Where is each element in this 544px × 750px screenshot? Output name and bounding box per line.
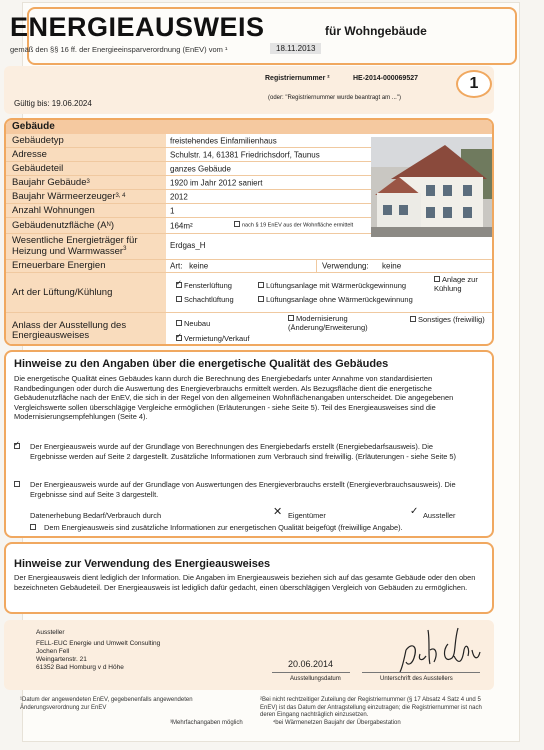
checkbox[interactable]	[288, 315, 294, 321]
row-value: 164m²	[170, 221, 193, 230]
quality-notes-title: Hinweise zu den Angaben über die energetische Qualität des Gebäudes	[14, 358, 389, 370]
option-label: Fensterlüftung	[184, 281, 232, 290]
row-reason	[6, 313, 492, 346]
row-value: Erdgas_H	[170, 241, 206, 250]
label-end: )	[110, 219, 115, 231]
footnote-ref: 3	[123, 245, 127, 252]
label-text: Gebäudenutzfläche (A	[12, 219, 107, 231]
vent-cooling	[434, 276, 494, 293]
art-value: keine	[189, 261, 209, 271]
area-method-label: nach § 19 EnEV aus der Wohnfläche ermittelt	[242, 222, 354, 229]
renewables-type	[170, 262, 208, 271]
label-text: Baujahr Gebäude	[12, 176, 87, 188]
footnote-2: ²Bei nicht rechtzeitiger Zuteilung der Registriernummer (§ 17 Absatz 4 Satz 4 und 5 EnEV) ist das Datum der Antragstellung einzutragen; die Registriernummer ist nach deren Eingang nachträglich einzusetzen.	[260, 697, 482, 718]
footnote-3: ³Mehrfachangaben möglich	[170, 719, 243, 726]
survey-owner: Eigentümer	[288, 511, 326, 520]
issuer-line: Jochen Fell	[36, 648, 70, 655]
vent-window	[176, 281, 232, 290]
date-line	[272, 672, 350, 673]
bedarf-option: Der Energieausweis wurde auf der Grundlage von Berechnungen des Energiebedarfs erstellt (Energiebedarfsausweis). Die Ergebnisse werden auf Seite 2 dargestellt. Zusätzliche Informationen zum Verbrauch sind freiwillig. (Erläuterungen - siehe Seite 5)	[30, 442, 457, 461]
signature-label: Unterschrift des Ausstellers	[380, 676, 453, 682]
reason-rent-sale	[176, 334, 249, 343]
option-label: Vermietung/Verkauf	[184, 334, 250, 343]
row-renewables	[6, 260, 492, 273]
row-value: Schulstr. 14, 61381 Friedrichsdorf, Taunus	[170, 150, 320, 159]
row-value: 1920 im Jahr 2012 saniert	[170, 178, 263, 187]
checkbox[interactable]	[410, 316, 416, 322]
issuer-label: Aussteller	[36, 629, 65, 636]
row-label: Gebäudeteil	[6, 162, 166, 175]
extra-info: Dem Energieausweis sind zusätzliche Informationen zur energetischen Qualität beigefügt (freiwillige Angabe).	[44, 523, 403, 532]
row-label: Adresse	[6, 148, 166, 161]
checkbox[interactable]	[258, 282, 264, 288]
document-subtitle: für Wohngebäude	[325, 24, 427, 38]
option-label: Neubau	[184, 319, 211, 328]
option-label: Modernisierung (Änderung/Erweiterung)	[288, 314, 368, 332]
issuer-line: Weingartenstr. 21	[36, 656, 87, 663]
row-label	[6, 176, 166, 189]
row-value: 1	[170, 206, 175, 215]
checkbox[interactable]	[258, 296, 264, 302]
footnote-row	[20, 720, 490, 728]
issuer-check-icon: ✓	[410, 506, 419, 517]
use-label: Verwendung:	[322, 261, 369, 271]
bedarf-checkbox-wrap	[14, 442, 24, 452]
reason-modernization	[288, 315, 408, 332]
row-energy-carrier	[6, 234, 492, 260]
row-label: Gebäudetyp	[6, 134, 166, 147]
signature-image	[392, 620, 492, 675]
row-ventilation	[6, 273, 492, 313]
registration-label: Registriernummer ²	[265, 75, 330, 82]
building-heading: Gebäude	[6, 120, 492, 134]
document-title: ENERGIEAUSWEIS	[10, 12, 265, 42]
use-value: keine	[382, 261, 402, 271]
row-label	[6, 218, 166, 233]
column-divider	[316, 260, 317, 272]
footnote-ref: 3	[86, 179, 90, 186]
reason-new	[176, 319, 210, 328]
row-label	[6, 234, 166, 259]
vent-heat-recovery	[258, 281, 406, 290]
issue-date-label: Ausstellungsdatum	[290, 676, 341, 682]
footnotes	[20, 697, 490, 727]
label-text: Baujahr Wärmeerzeuger	[12, 190, 116, 202]
valid-until: Gültig bis: 19.06.2024	[14, 99, 92, 108]
legal-basis: gemäß den §§ 16 ff. der Energieeinsparverordnung (EnEV) vom ¹	[10, 45, 228, 54]
option-label: Lüftungsanlage ohne Wärmerückgewinnung	[266, 295, 413, 304]
survey-label: Datenerhebung Bedarf/Verbrauch durch	[30, 511, 162, 520]
area-method	[234, 222, 353, 228]
checkbox-checked[interactable]	[176, 335, 182, 341]
footnote-ref: 3, 4	[115, 193, 126, 200]
extra-info-checkbox-wrap	[30, 523, 38, 533]
renewables-use	[322, 262, 401, 271]
issuer-address	[36, 640, 160, 672]
option-label: Lüftungsanlage mit Wärmerückgewinnung	[266, 281, 407, 290]
registration-number: HE-2014-000069527	[353, 75, 418, 82]
building-photo	[371, 137, 494, 237]
vent-no-recovery	[258, 295, 413, 304]
checkbox[interactable]	[434, 276, 440, 282]
row-value: 2012	[170, 192, 188, 201]
usage-notes-text: Der Energieausweis dient lediglich der Information. Die Angaben im Energieausweis beziehen sich auf das gesamte Gebäude oder den oben bezeichneten Gebäudeteil. Der Energieausweis ist lediglich dafür gedacht, einen überschlägigen Vergleich von Gebäuden zu ermöglichen.	[14, 573, 476, 592]
art-label: Art:	[170, 261, 183, 271]
bedarf-checkbox[interactable]	[14, 443, 20, 449]
issue-date: 20.06.2014	[288, 659, 334, 669]
checkbox[interactable]	[176, 320, 182, 326]
option-label: Anlage zur Kühlung	[434, 275, 478, 293]
row-label: Anlass der Ausstellung des Energieausweises	[6, 313, 166, 346]
footnote-row	[20, 697, 490, 720]
extra-info-checkbox[interactable]	[30, 524, 36, 530]
survey-issuer: Aussteller	[423, 511, 456, 520]
row-label: Erneuerbare Energien	[6, 260, 166, 272]
vent-shaft	[176, 295, 234, 304]
row-label: Art der Lüftung/Kühlung	[6, 273, 166, 312]
usage-notes-title: Hinweise zur Verwendung des Energieausweises	[14, 558, 271, 570]
owner-cross-icon: ✕	[273, 506, 283, 518]
area-method-checkbox[interactable]	[234, 221, 240, 227]
label-text: Wesentliche Energieträger für Heizung und Warmwasser	[12, 234, 138, 258]
verbrauch-checkbox-wrap	[14, 480, 24, 490]
footnote-1: ¹Datum der angewendeten EnEV, gegebenenfalls angewendeten Änderungsverordnung zur EnEV	[20, 697, 193, 711]
row-value: ganzes Gebäude	[170, 164, 231, 173]
verbrauch-checkbox[interactable]	[14, 481, 20, 487]
checkbox[interactable]	[176, 296, 182, 302]
row-label	[6, 190, 166, 203]
row-value: freistehendes Einfamilienhaus	[170, 136, 277, 145]
issuer-line: 61352 Bad Homburg v d Höhe	[36, 664, 124, 671]
enev-date: 18.11.2013	[270, 43, 321, 54]
issuer-line: FELL-EUC Energie und Umwelt Consulting	[36, 640, 161, 647]
quality-notes-intro: Die energetische Qualität eines Gebäudes kann durch die Berechnung des Energiebedarfs unter Annahme von standardisierten Randbedingungen oder durch die Auswertung des Energieverbrauchs ermittelt werden. Als Bezugsfläche dient die energetische Gebäudenutzfläche nach der EnEV, die sich in der Regel von den allgemeinen Wohnflächenangaben unterscheidet. Die angegebenen Vergleichswerte sollen überschlägige Vergleiche ermöglichen (Erläuterungen - siehe Seite 5). Teil des Energieausweises sind die Modernisierungsempfehlungen (Seite 4).	[14, 374, 454, 421]
row-label: Anzahl Wohnungen	[6, 204, 166, 217]
option-label: Schachtlüftung	[184, 295, 234, 304]
signature-line	[362, 672, 480, 673]
checkbox-checked[interactable]	[176, 282, 182, 288]
footnote-4: ⁴bei Wärmenetzen Baujahr der Übergabestation	[272, 719, 401, 726]
reason-other	[410, 315, 485, 324]
registration-note: (oder: "Registriernummer wurde beantragt am ...")	[268, 95, 401, 101]
verbrauch-option: Der Energieausweis wurde auf der Grundlage von Auswertungen des Energieverbrauchs erstellt (Energieverbrauchsausweis). Die Ergebnisse sind auf Seite 3 dargestellt.	[30, 480, 456, 499]
page-number-badge: 1	[456, 70, 492, 98]
option-label: Sonstiges (freiwillig)	[418, 315, 485, 324]
label-sub: N	[106, 222, 111, 229]
building-table	[4, 118, 494, 346]
